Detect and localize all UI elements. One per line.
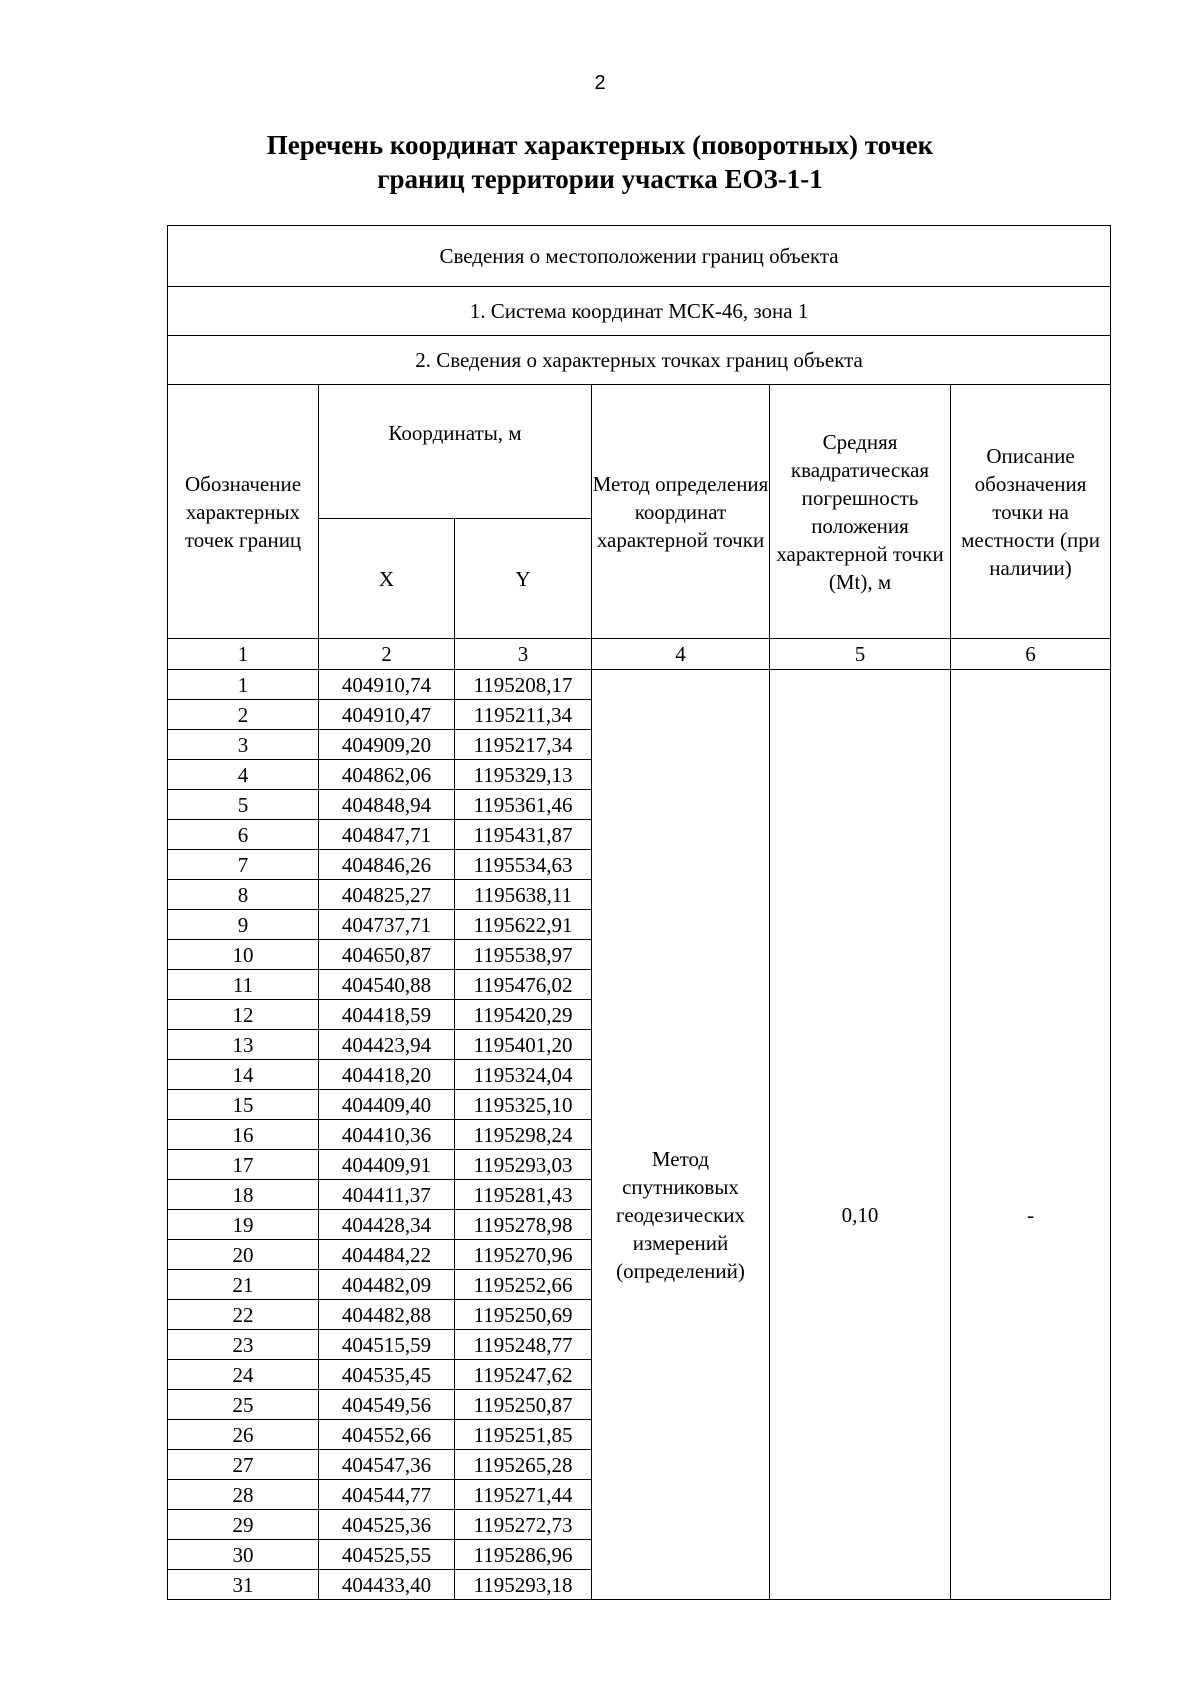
point-number: 2 — [168, 700, 319, 730]
column-number: 1 — [168, 639, 319, 670]
point-number: 24 — [168, 1360, 319, 1390]
x-coordinate: 404411,37 — [319, 1180, 455, 1210]
column-number: 3 — [455, 639, 592, 670]
x-coordinate: 404910,74 — [319, 670, 455, 700]
points-info-row — [168, 336, 1111, 385]
point-number: 18 — [168, 1180, 319, 1210]
table-row — [168, 670, 1111, 700]
point-number: 16 — [168, 1120, 319, 1150]
point-number: 21 — [168, 1270, 319, 1300]
y-coordinate: 1195293,18 — [455, 1570, 592, 1600]
point-number: 1 — [168, 670, 319, 700]
page-title — [0, 128, 1200, 196]
y-coordinate: 1195211,34 — [455, 700, 592, 730]
y-coordinate: 1195431,87 — [455, 820, 592, 850]
x-coordinate: 404540,88 — [319, 970, 455, 1000]
y-coordinate: 1195361,46 — [455, 790, 592, 820]
x-coordinate: 404737,71 — [319, 910, 455, 940]
column-number: 6 — [951, 639, 1111, 670]
point-number: 17 — [168, 1150, 319, 1180]
section-title: Сведения о местоположении границ объекта — [168, 226, 1111, 287]
column-number: 2 — [319, 639, 455, 670]
y-coordinate: 1195329,13 — [455, 760, 592, 790]
method-value: Метод спутниковых геодезических измерений (определений) — [592, 670, 770, 1600]
y-coordinate: 1195247,62 — [455, 1360, 592, 1390]
x-coordinate: 404848,94 — [319, 790, 455, 820]
y-coordinate: 1195250,87 — [455, 1390, 592, 1420]
point-number: 12 — [168, 1000, 319, 1030]
x-coordinate: 404525,36 — [319, 1510, 455, 1540]
x-coordinate: 404418,20 — [319, 1060, 455, 1090]
x-coordinate: 404862,06 — [319, 760, 455, 790]
y-coordinate: 1195272,73 — [455, 1510, 592, 1540]
point-number: 14 — [168, 1060, 319, 1090]
header-x: X — [319, 519, 455, 639]
x-coordinate: 404423,94 — [319, 1030, 455, 1060]
point-number: 3 — [168, 730, 319, 760]
coordinates-table — [167, 225, 1111, 1600]
point-number: 19 — [168, 1210, 319, 1240]
x-coordinate: 404418,59 — [319, 1000, 455, 1030]
point-number: 31 — [168, 1570, 319, 1600]
coordinate-system-row — [168, 287, 1111, 336]
column-number: 4 — [592, 639, 770, 670]
x-coordinate: 404535,45 — [319, 1360, 455, 1390]
x-coordinate: 404549,56 — [319, 1390, 455, 1420]
header-description: Описание обозначения точки на местности (при наличии) — [951, 385, 1111, 639]
point-number: 28 — [168, 1480, 319, 1510]
y-coordinate: 1195420,29 — [455, 1000, 592, 1030]
point-number: 30 — [168, 1540, 319, 1570]
y-coordinate: 1195208,17 — [455, 670, 592, 700]
y-coordinate: 1195270,96 — [455, 1240, 592, 1270]
x-coordinate: 404650,87 — [319, 940, 455, 970]
point-number: 26 — [168, 1420, 319, 1450]
point-number: 29 — [168, 1510, 319, 1540]
x-coordinate: 404547,36 — [319, 1450, 455, 1480]
point-number: 25 — [168, 1390, 319, 1420]
error-value: 0,10 — [770, 670, 951, 1600]
y-coordinate: 1195252,66 — [455, 1270, 592, 1300]
x-coordinate: 404825,27 — [319, 880, 455, 910]
x-coordinate: 404846,26 — [319, 850, 455, 880]
point-number: 20 — [168, 1240, 319, 1270]
title-line-1: Перечень координат характерных (поворотных) точек — [266, 130, 934, 160]
point-number: 15 — [168, 1090, 319, 1120]
point-number: 10 — [168, 940, 319, 970]
column-numbers-row — [168, 639, 1111, 670]
point-number: 5 — [168, 790, 319, 820]
x-coordinate: 404482,09 — [319, 1270, 455, 1300]
x-coordinate: 404847,71 — [319, 820, 455, 850]
coordinate-system: 1. Система координат МСК-46, зона 1 — [168, 287, 1111, 336]
x-coordinate: 404428,34 — [319, 1210, 455, 1240]
header-designation: Обозначение характерных точек границ — [168, 385, 319, 639]
point-number: 9 — [168, 910, 319, 940]
x-coordinate: 404544,77 — [319, 1480, 455, 1510]
section-title-row — [168, 226, 1111, 287]
y-coordinate: 1195248,77 — [455, 1330, 592, 1360]
point-number: 22 — [168, 1300, 319, 1330]
header-method: Метод определения координат характерной точки — [592, 385, 770, 639]
header-row-1 — [168, 385, 1111, 519]
y-coordinate: 1195281,43 — [455, 1180, 592, 1210]
x-coordinate: 404409,91 — [319, 1150, 455, 1180]
x-coordinate: 404433,40 — [319, 1570, 455, 1600]
description-value: - — [951, 670, 1111, 1600]
point-number: 13 — [168, 1030, 319, 1060]
point-number: 23 — [168, 1330, 319, 1360]
x-coordinate: 404552,66 — [319, 1420, 455, 1450]
x-coordinate: 404910,47 — [319, 700, 455, 730]
y-coordinate: 1195298,24 — [455, 1120, 592, 1150]
y-coordinate: 1195271,44 — [455, 1480, 592, 1510]
y-coordinate: 1195538,97 — [455, 940, 592, 970]
x-coordinate: 404525,55 — [319, 1540, 455, 1570]
x-coordinate: 404482,88 — [319, 1300, 455, 1330]
y-coordinate: 1195324,04 — [455, 1060, 592, 1090]
y-coordinate: 1195401,20 — [455, 1030, 592, 1060]
y-coordinate: 1195250,69 — [455, 1300, 592, 1330]
point-number: 27 — [168, 1450, 319, 1480]
header-coordinates: Координаты, м — [319, 385, 592, 519]
y-coordinate: 1195325,10 — [455, 1090, 592, 1120]
y-coordinate: 1195534,63 — [455, 850, 592, 880]
y-coordinate: 1195265,28 — [455, 1450, 592, 1480]
y-coordinate: 1195286,96 — [455, 1540, 592, 1570]
point-number: 11 — [168, 970, 319, 1000]
x-coordinate: 404410,36 — [319, 1120, 455, 1150]
y-coordinate: 1195638,11 — [455, 880, 592, 910]
y-coordinate: 1195293,03 — [455, 1150, 592, 1180]
x-coordinate: 404909,20 — [319, 730, 455, 760]
y-coordinate: 1195217,34 — [455, 730, 592, 760]
point-number: 4 — [168, 760, 319, 790]
point-number: 8 — [168, 880, 319, 910]
x-coordinate: 404515,59 — [319, 1330, 455, 1360]
y-coordinate: 1195278,98 — [455, 1210, 592, 1240]
point-number: 6 — [168, 820, 319, 850]
header-error: Средняя квадратическая погрешность положения характерной точки (Mt), м — [770, 385, 951, 639]
y-coordinate: 1195622,91 — [455, 910, 592, 940]
point-number: 7 — [168, 850, 319, 880]
points-info: 2. Сведения о характерных точках границ объекта — [168, 336, 1111, 385]
page-number: 2 — [594, 72, 606, 94]
x-coordinate: 404484,22 — [319, 1240, 455, 1270]
y-coordinate: 1195476,02 — [455, 970, 592, 1000]
title-line-2: границ территории участка ЕОЗ-1-1 — [377, 164, 823, 194]
x-coordinate: 404409,40 — [319, 1090, 455, 1120]
column-number: 5 — [770, 639, 951, 670]
header-y: Y — [455, 519, 592, 639]
y-coordinate: 1195251,85 — [455, 1420, 592, 1450]
